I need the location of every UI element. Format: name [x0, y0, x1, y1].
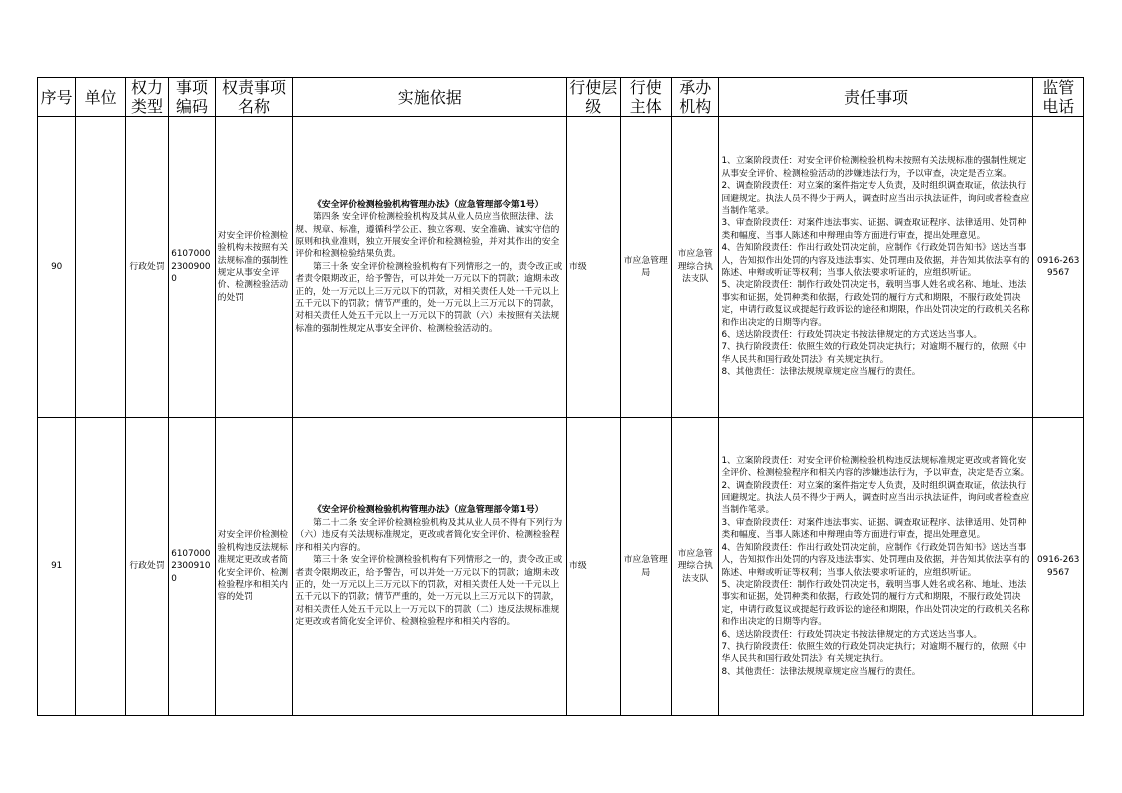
basis-paragraph: 第三十条 安全评价检测检验机构有下列情形之一的，责令改正或者责令限期改正，给予警告，可以并处一万元以下的罚款；逾期未改正的，处一万元以上三万元以下的罚款，对相关责任人处一千元以上五千元以下的罚款；情节严重的，处一万元以上三万元以下的罚款，对相关责任人处五千元以上一万元以下的罚款（六）未按照有关法规标准的强制性规定从事安全评价、检测检验活动的。 — [295, 261, 563, 334]
row-seq: 91 — [38, 418, 76, 716]
row-basis — [293, 418, 567, 716]
responsibility-item: 3、审查阶段责任：对案件违法事实、证据、调查取证程序、法律适用、处罚种类和幅度、当事人陈述和申辩理由等方面进行审查，提出处理意见。 — [721, 517, 1027, 541]
row-unit — [76, 117, 125, 418]
header-row — [38, 78, 1084, 117]
row-power-type: 行政处罚 — [125, 418, 168, 716]
row-responsibility — [719, 117, 1033, 418]
header-power-type: 权力类型 — [125, 78, 168, 117]
responsibility-item: 5、决定阶段责任：制作行政处罚决定书，载明当事人姓名或名称、地址、违法事实和证据，处罚种类和依据，行政处罚的履行方式和期限，不服行政处罚决定，申请行政复议或提起行政诉讼的途径和期限，作出处罚决定的行政机关名称和作出决定的日期等内容。 — [721, 579, 1030, 628]
row-seq: 90 — [38, 117, 76, 418]
table-row — [38, 117, 1084, 418]
header-responsibility: 责任事项 — [719, 78, 1033, 117]
responsibility-item: 8、其他责任：法律法规规章规定应当履行的责任。 — [721, 367, 921, 378]
row-phone: 0916-2639567 — [1033, 418, 1084, 716]
responsibility-item: 6、送达阶段责任：行政处罚决定书按法律规定的方式送达当事人。 — [721, 629, 983, 640]
row-basis — [293, 117, 567, 418]
responsibility-item: 6、送达阶段责任：行政处罚决定书按法律规定的方式送达当事人。 — [721, 330, 983, 341]
row-level: 市级 — [567, 418, 621, 716]
row-power-type: 行政处罚 — [125, 117, 168, 418]
table-row — [38, 418, 1084, 716]
row-subject: 市应急管理局 — [620, 418, 671, 716]
responsibility-item: 7、执行阶段责任：依照生效的行政处罚决定执行；对逾期不履行的，依照《中华人民共和国行政处罚法》有关规定执行。 — [721, 342, 1027, 365]
row-handler: 市应急管理综合执法支队 — [672, 117, 719, 418]
header-subject: 行使主体 — [620, 78, 671, 117]
responsibility-item: 4、告知阶段责任：作出行政处罚决定前，应制作《行政处罚告知书》送达当事人，告知拟作出处罚的内容及违法事实、处罚理由及依据，并告知其依法享有的陈述、申辩或听证等权利；当事人依法要求听证的，应组织听证。 — [721, 542, 1030, 578]
header-unit: 单位 — [76, 78, 125, 117]
header-handler: 承办机构 — [672, 78, 719, 117]
row-item-name: 对安全评价检测检验机构未按照有关法规标准的强制性规定从事安全评价、检测检验活动的处罚 — [215, 117, 293, 418]
row-item-code: 610700023009000 — [169, 117, 215, 418]
row-item-code: 610700023009100 — [169, 418, 215, 716]
row-responsibility — [719, 418, 1033, 716]
row-phone: 0916-2639567 — [1033, 117, 1084, 418]
header-seq: 序号 — [38, 78, 76, 117]
responsibility-item: 2、调查阶段责任：对立案的案件指定专人负责，及时组织调查取证，依法执行回避规定。执法人员不得少于两人，调查时应当出示执法证件，询问或者检查应当制作笔录。 — [721, 181, 1030, 216]
responsibility-item: 1、立案阶段责任：对安全评价检测检验机构未按照有关法规标准的强制性规定从事安全评价、检测检验活动的涉嫌违法行为，予以审查，决定是否立案。 — [721, 156, 1027, 179]
responsibility-item: 7、执行阶段责任：依照生效的行政处罚决定执行；对逾期不履行的，依照《中华人民共和国行政处罚法》有关规定执行。 — [721, 641, 1027, 665]
row-unit — [76, 418, 125, 716]
basis-title: 《安全评价检测检验机构管理办法》（应急管理部令第1号） — [313, 199, 544, 210]
header-level: 行使层级 — [567, 78, 621, 117]
power-responsibility-table — [37, 77, 1084, 716]
header-item-code: 事项编码 — [169, 78, 215, 117]
row-level: 市级 — [567, 117, 621, 418]
row-item-name: 对安全评价检测检验机构违反法规标准规定更改或者简化安全评价、检测检验程序和相关内容的处罚 — [215, 418, 293, 716]
header-phone: 监管电话 — [1033, 78, 1084, 117]
responsibility-item: 2、调查阶段责任：对立案的案件指定专人负责，及时组织调查取证，依法执行回避规定。执法人员不得少于两人，调查时应当出示执法证件，询问或者检查应当制作笔录。 — [721, 480, 1030, 516]
responsibility-item: 4、告知阶段责任：作出行政处罚决定前，应制作《行政处罚告知书》送达当事人，告知拟作出处罚的内容及违法事实、处罚理由及依据，并告知其依法享有的陈述、申辩或听证等权利；当事人依法要求听证的，应组织听证。 — [721, 243, 1030, 278]
row-handler: 市应急管理综合执法支队 — [672, 418, 719, 716]
basis-paragraph: 第三十条 安全评价检测检验机构有下列情形之一的，责令改正或者责令限期改正，给予警告，可以并处一万元以下的罚款；逾期未改正的，处一万元以上三万元以下的罚款，对相关责任人处一千元以上五千元以下的罚款；情节严重的，处一万元以上三万元以下的罚款，对相关责任人处五千元以上一万元以下的罚款（二）违反法规标准规定更改或者简化安全评价、检测检验程序和相关内容的。 — [295, 555, 563, 628]
header-item-name: 权责事项名称 — [215, 78, 293, 117]
responsibility-item: 5、决定阶段责任：制作行政处罚决定书，载明当事人姓名或名称、地址、违法事实和证据，处罚种类和依据，行政处罚的履行方式和期限，不服行政处罚决定，申请行政复议或提起行政诉讼的途径和期限，作出处罚决定的行政机关名称和作出决定的日期等内容。 — [721, 280, 1030, 328]
responsibility-item: 8、其他责任：法律法规规章规定应当履行的责任。 — [721, 666, 921, 677]
header-basis: 实施依据 — [293, 78, 567, 117]
basis-paragraph: 第四条 安全评价检测检验机构及其从业人员应当依照法律、法规、规章、标准，遵循科学公正、独立客观、安全准确、诚实守信的原则和执业准则，独立开展安全评价和检测检验，并对其作出的安全评价和检测检验结果负责。 — [295, 212, 560, 260]
responsibility-item: 1、立案阶段责任：对安全评价检测检验机构违反法规标准规定更改或者简化安全评价、检测检验程序和相关内容的涉嫌违法行为，予以审查，决定是否立案。 — [721, 455, 1030, 479]
responsibility-item: 3、审查阶段责任：对案件违法事实、证据、调查取证程序、法律适用、处罚种类和幅度、当事人陈述和申辩理由等方面进行审查，提出处理意见。 — [721, 218, 1027, 241]
basis-title: 《安全评价检测检验机构管理办法》（应急管理部令第1号） — [313, 505, 544, 516]
row-subject: 市应急管理局 — [620, 117, 671, 418]
basis-paragraph: 第二十二条 安全评价检测检验机构及其从业人员不得有下列行为（六）违反有关法规标准规定，更改或者简化安全评价、检测检验程序和相关内容的。 — [295, 517, 563, 553]
